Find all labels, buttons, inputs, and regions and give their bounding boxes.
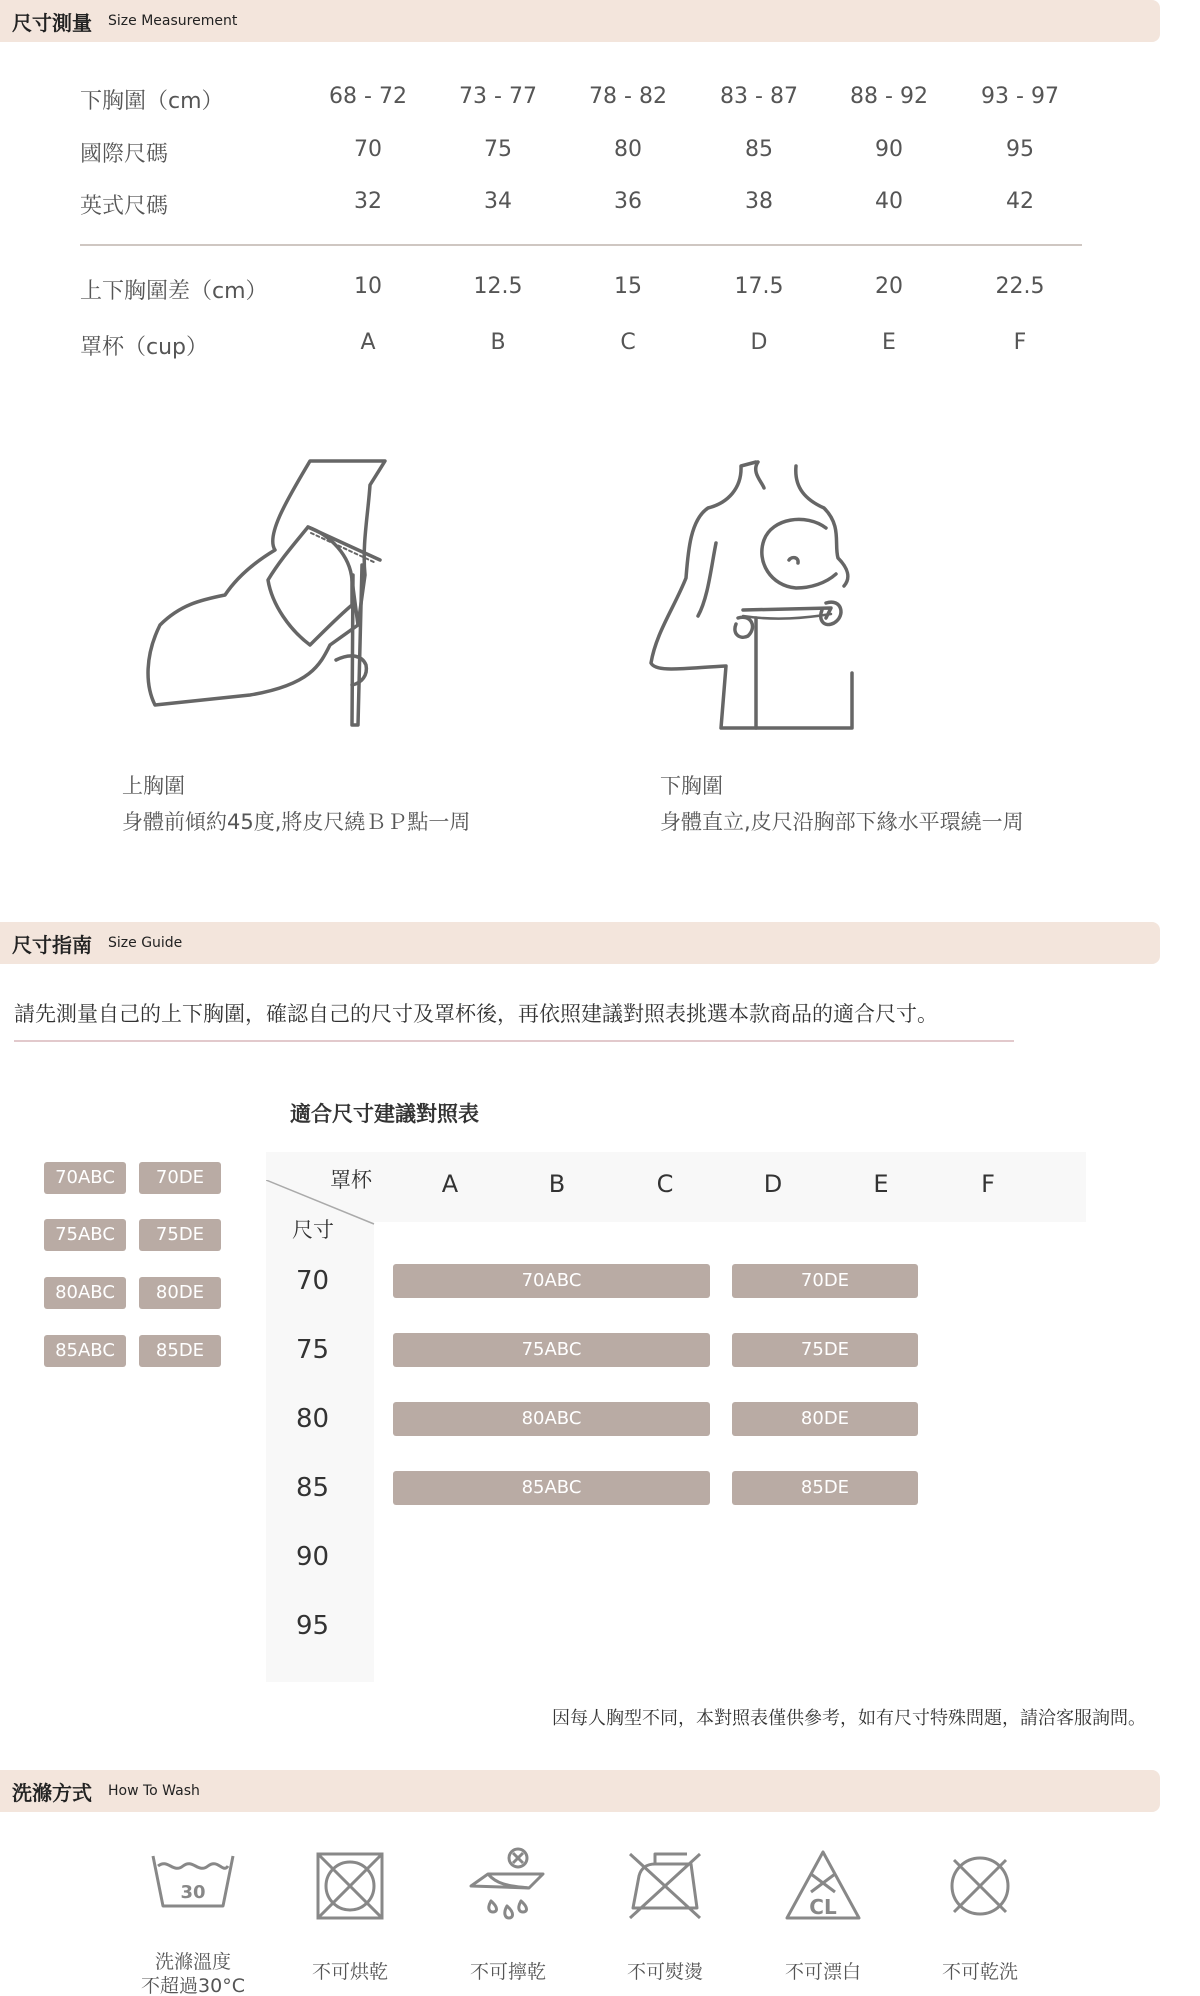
row-label: 上下胸圍差（cm）: [80, 279, 268, 304]
lower-bust-illustration: [646, 458, 896, 738]
size-number: 90: [296, 1542, 330, 1572]
caption-title: 下胸圍: [660, 774, 723, 798]
table-divider: [80, 244, 1082, 246]
cup-letter: E: [873, 1170, 889, 1198]
cell: 85: [745, 137, 773, 162]
size-badge: 70ABC: [44, 1162, 126, 1194]
wash-item: [433, 1846, 583, 1926]
cell: 80: [614, 137, 642, 162]
cell: F: [1013, 330, 1027, 355]
cup-letter: B: [548, 1170, 566, 1198]
cup-letter: C: [656, 1170, 674, 1198]
section-title: 尺寸指南: [12, 932, 92, 957]
size-bar-de: 75DE: [732, 1333, 918, 1367]
bleach-cl-text: CL: [809, 1895, 837, 1919]
row-label: 下胸圍（cm）: [80, 89, 224, 114]
cell: 10: [354, 274, 382, 299]
cell: 78 - 82: [589, 84, 667, 109]
size-number: 85: [296, 1473, 330, 1503]
size-badge: 75DE: [139, 1219, 221, 1251]
cell: D: [750, 330, 768, 355]
guide-divider: [14, 1040, 1014, 1042]
section-subtitle: How To Wash: [108, 1783, 200, 1799]
upper-bust-illustration: [140, 455, 420, 735]
cell: 75: [484, 137, 512, 162]
no-tumble-dry-icon: [310, 1846, 390, 1926]
cell: 36: [614, 189, 642, 214]
size-number: 70: [296, 1266, 330, 1296]
size-bar-de: 70DE: [732, 1264, 918, 1298]
cell: 42: [1006, 189, 1034, 214]
size-bar-de: 85DE: [732, 1471, 918, 1505]
lower-bust-caption: [660, 768, 1024, 840]
section-header-guide: [0, 922, 1160, 964]
upper-bust-caption: [122, 768, 470, 840]
section-title: 洗滌方式: [12, 1780, 92, 1805]
cell: 95: [1006, 137, 1034, 162]
caption-desc: 身體直立,皮尺沿胸部下緣水平環繞一周: [660, 810, 1024, 834]
cell: E: [882, 330, 896, 355]
size-bar-de: 80DE: [732, 1402, 918, 1436]
cup-axis-label: 罩杯: [330, 1168, 372, 1192]
size-number: 80: [296, 1404, 330, 1434]
size-bar-abc: 70ABC: [393, 1264, 710, 1298]
section-header-measurement: [0, 0, 1160, 42]
size-badge: 85DE: [139, 1335, 221, 1367]
wash-label: [113, 1950, 273, 1996]
row-label: 國際尺碼: [80, 142, 169, 167]
guide-intro-text: 請先測量自己的上下胸圍，確認自己的尺寸及罩杯後，再依照建議對照表挑選本款商品的適合尺寸。: [14, 1002, 938, 1026]
cell: 88 - 92: [850, 84, 928, 109]
cell: 40: [875, 189, 903, 214]
cell: 12.5: [473, 274, 523, 299]
section-header-wash: [0, 1770, 1160, 1812]
wash-item: [748, 1846, 898, 1926]
cell: 32: [354, 189, 382, 214]
size-number: 95: [296, 1611, 330, 1641]
wash-label: 不可烘乾: [311, 1961, 388, 1983]
wash-label-line: 不超過30°C: [141, 1975, 245, 1996]
wash-item: [905, 1846, 1055, 1926]
wash-30-icon: [148, 1846, 238, 1916]
cell: A: [360, 330, 376, 355]
size-chart-title: 適合尺寸建議對照表: [290, 1102, 479, 1126]
row-label: 英式尺碼: [80, 194, 169, 219]
size-bar-abc: 85ABC: [393, 1471, 710, 1505]
section-title: 尺寸測量: [12, 10, 92, 35]
cell: 15: [614, 274, 642, 299]
wash-label-line: 洗滌溫度: [154, 1951, 231, 1973]
row-label: 罩杯（cup）: [80, 335, 209, 360]
size-badge: 80ABC: [44, 1277, 126, 1309]
size-axis-label: 尺寸: [292, 1218, 334, 1242]
size-number: 75: [296, 1335, 330, 1365]
cell: 68 - 72: [329, 84, 407, 109]
table-row: [80, 137, 1080, 177]
size-badge: 85ABC: [44, 1335, 126, 1367]
table-row: [80, 274, 1080, 314]
caption-desc: 身體前傾約45度,將皮尺繞ＢＰ點一周: [122, 810, 471, 834]
table-row: [80, 330, 1080, 370]
no-wring-icon: [463, 1846, 553, 1926]
size-badge: 75ABC: [44, 1219, 126, 1251]
cell: 22.5: [995, 274, 1045, 299]
cell: C: [620, 330, 636, 355]
wash-label: 不可漂白: [784, 1961, 861, 1983]
cell: 38: [745, 189, 773, 214]
chart-disclaimer: 因每人胸型不同，本對照表僅供參考，如有尺寸特殊問題，請洽客服詢問。: [552, 1708, 1146, 1729]
no-bleach-icon: [783, 1846, 863, 1926]
cup-letter: A: [441, 1170, 459, 1198]
size-bar-abc: 80ABC: [393, 1402, 710, 1436]
size-badge: 80DE: [139, 1277, 221, 1309]
cell: 34: [484, 189, 512, 214]
cell: 73 - 77: [459, 84, 537, 109]
wash-item: [590, 1846, 740, 1926]
size-badge: 70DE: [139, 1162, 221, 1194]
cell: 90: [875, 137, 903, 162]
cell: 20: [875, 274, 903, 299]
section-subtitle: Size Measurement: [108, 13, 238, 29]
cell: 83 - 87: [720, 84, 798, 109]
wash-label: 不可擰乾: [469, 1961, 546, 1983]
wash-label: 不可熨燙: [626, 1961, 703, 1983]
wash-item: [118, 1846, 268, 1916]
size-bar-abc: 75ABC: [393, 1333, 710, 1367]
cell: 17.5: [734, 274, 784, 299]
no-iron-icon: [625, 1846, 705, 1926]
wash-temp-text: 30: [180, 1882, 206, 1903]
table-row: [80, 189, 1080, 229]
cup-letter: F: [981, 1170, 995, 1198]
cell: 93 - 97: [981, 84, 1059, 109]
cell: 70: [354, 137, 382, 162]
wash-item: [275, 1846, 425, 1926]
cell: B: [490, 330, 506, 355]
no-dry-clean-icon: [940, 1846, 1020, 1926]
caption-title: 上胸圍: [122, 774, 185, 798]
table-row: [80, 84, 1080, 124]
wash-label: 不可乾洗: [941, 1961, 1018, 1983]
cup-letter: D: [763, 1170, 783, 1198]
section-subtitle: Size Guide: [108, 935, 183, 951]
